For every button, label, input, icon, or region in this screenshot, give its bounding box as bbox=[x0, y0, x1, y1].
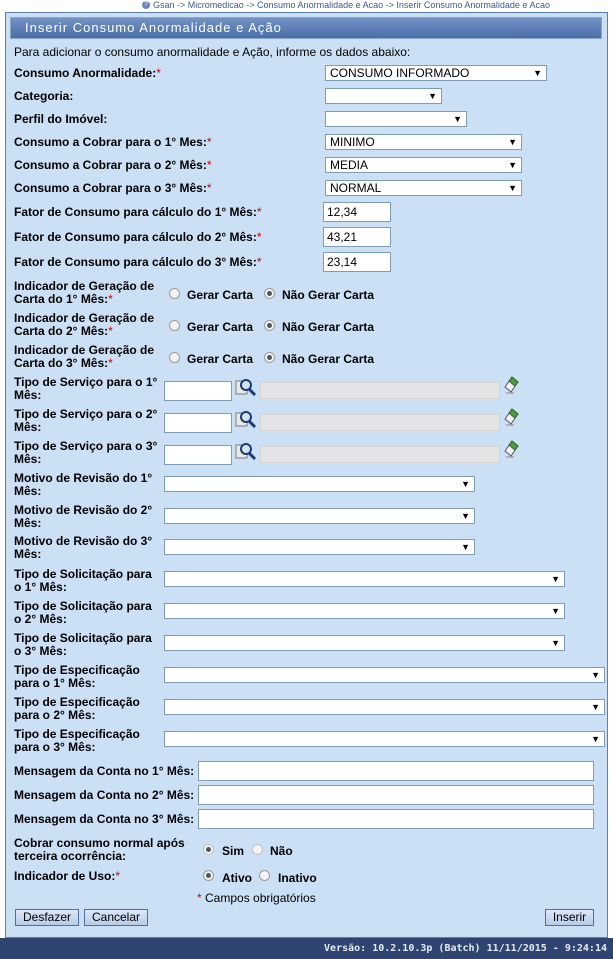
fator-2-label: Fator de Consumo para cálculo do 2° Mês:* bbox=[14, 230, 262, 244]
version-footer: Versão: 10.2.10.3p (Batch) 11/11/2015 - 9:24:14 bbox=[0, 938, 613, 959]
carta-1-gerar-label: Gerar Carta bbox=[187, 288, 254, 302]
dropdown-arrow-icon: ▼ bbox=[508, 183, 517, 193]
categoria-label: Categoria: bbox=[14, 89, 74, 103]
categoria-select[interactable] bbox=[325, 88, 442, 104]
servico-3-label: Tipo de Serviço para o 3° Mês: bbox=[14, 439, 158, 466]
required-mark: * bbox=[156, 66, 161, 80]
carta-3-gerar-label: Gerar Carta bbox=[187, 352, 254, 366]
cobrar-normal-label: Cobrar consumo normal após terceira ocorrência: bbox=[14, 836, 185, 863]
servico-3-description bbox=[260, 446, 500, 463]
eraser-icon[interactable] bbox=[503, 440, 519, 458]
indicador-uso-inativo-radio[interactable] bbox=[259, 870, 270, 881]
dropdown-arrow-icon: ▼ bbox=[453, 114, 462, 124]
consumo-cobrar-3-select[interactable]: NORMAL ▼ bbox=[325, 180, 522, 196]
eraser-icon[interactable] bbox=[503, 408, 519, 426]
revisao-1-select[interactable] bbox=[164, 476, 475, 492]
dropdown-arrow-icon: ▼ bbox=[461, 542, 470, 552]
carta-2-nao-gerar-radio[interactable] bbox=[264, 320, 275, 331]
cobrar-normal-nao-radio[interactable] bbox=[252, 844, 263, 855]
revisao-3-select[interactable] bbox=[164, 539, 475, 555]
solicitacao-1-select[interactable] bbox=[164, 571, 565, 587]
fator-3-label: Fator de Consumo para cálculo do 3° Mês:* bbox=[14, 255, 262, 269]
servico-3-code-input[interactable] bbox=[164, 445, 232, 465]
cobrar-normal-sim-label: Sim bbox=[222, 844, 245, 858]
title-bar bbox=[10, 17, 602, 39]
cobrar-normal-nao-label: Não bbox=[270, 844, 293, 858]
mensagem-2-input[interactable] bbox=[198, 785, 594, 805]
dropdown-arrow-icon: ▼ bbox=[533, 68, 542, 78]
fator-2-input[interactable]: 43,21 bbox=[323, 227, 391, 247]
carta-1-nao-gerar-radio[interactable] bbox=[264, 288, 275, 299]
desfazer-button[interactable]: Desfazer bbox=[15, 909, 79, 926]
required-legend: * Campos obrigatórios bbox=[197, 891, 316, 905]
consumo-cobrar-3-label: Consumo a Cobrar para o 3° Mês:* bbox=[14, 181, 212, 195]
form-panel bbox=[5, 12, 608, 938]
carta-3-nao-gerar-label: Não Gerar Carta bbox=[282, 352, 375, 366]
especificacao-3-select[interactable] bbox=[164, 731, 605, 747]
perfil-imovel-label: Perfil do Imóvel: bbox=[14, 112, 108, 126]
solicitacao-2-label: Tipo de Solicitação para o 2° Mês: bbox=[14, 599, 152, 626]
servico-1-code-input[interactable] bbox=[164, 381, 232, 401]
magnifier-icon[interactable] bbox=[235, 441, 257, 461]
servico-2-code-input[interactable] bbox=[164, 413, 232, 433]
mensagem-3-input[interactable] bbox=[198, 809, 594, 829]
dropdown-arrow-icon: ▼ bbox=[461, 479, 470, 489]
fator-1-label: Fator de Consumo para cálculo do 1° Mês:* bbox=[14, 205, 262, 219]
dropdown-arrow-icon: ▼ bbox=[591, 702, 600, 712]
help-icon[interactable]: ? bbox=[142, 1, 150, 9]
servico-1-label: Tipo de Serviço para o 1° Mês: bbox=[14, 375, 158, 402]
revisao-3-label: Motivo de Revisão do 3° Mês: bbox=[14, 534, 153, 561]
mensagem-2-label: Mensagem da Conta no 2° Mês: bbox=[14, 788, 195, 802]
breadcrumb-text: Gsan -> Micromedicao -> Consumo Anormalidade e Acao -> Inserir Consumo Anormalidade e Acao bbox=[153, 0, 550, 10]
carta-1-gerar-radio[interactable] bbox=[169, 288, 180, 299]
indicador-uso-label: Indicador de Uso:* bbox=[14, 869, 121, 883]
consumo-anormalidade-label: Consumo Anormalidade:* bbox=[14, 66, 161, 80]
especificacao-1-select[interactable] bbox=[164, 667, 605, 683]
carta-2-label: Indicador de Geração de Carta do 2° Mês:* bbox=[14, 311, 155, 338]
revisao-2-label: Motivo de Revisão do 2° Mês: bbox=[14, 503, 153, 530]
servico-2-description bbox=[260, 414, 500, 431]
dropdown-arrow-icon: ▼ bbox=[508, 137, 517, 147]
indicador-uso-inativo-label: Inativo bbox=[278, 871, 317, 885]
mensagem-3-label: Mensagem da Conta no 3° Mês: bbox=[14, 812, 195, 826]
carta-2-nao-gerar-label: Não Gerar Carta bbox=[282, 320, 375, 334]
dropdown-arrow-icon: ▼ bbox=[551, 638, 560, 648]
revisao-2-select[interactable] bbox=[164, 508, 475, 524]
perfil-imovel-select[interactable] bbox=[325, 111, 467, 127]
breadcrumb bbox=[0, 0, 613, 10]
indicador-uso-ativo-label: Ativo bbox=[222, 871, 252, 885]
dropdown-arrow-icon: ▼ bbox=[591, 670, 600, 680]
carta-2-gerar-radio[interactable] bbox=[169, 320, 180, 331]
consumo-cobrar-1-label: Consumo a Cobrar para o 1° Mes:* bbox=[14, 135, 212, 149]
consumo-cobrar-2-select[interactable]: MEDIA ▼ bbox=[325, 157, 522, 173]
carta-3-label: Indicador de Geração de Carta do 3° Mês:* bbox=[14, 343, 155, 370]
eraser-icon[interactable] bbox=[503, 376, 519, 394]
fator-1-input[interactable]: 12,34 bbox=[323, 202, 391, 222]
solicitacao-3-label: Tipo de Solicitação para o 3° Mês: bbox=[14, 631, 152, 658]
mensagem-1-input[interactable] bbox=[198, 761, 594, 781]
solicitacao-1-label: Tipo de Solicitação para o 1° Mês: bbox=[14, 567, 152, 594]
inserir-button[interactable]: Inserir bbox=[545, 909, 594, 926]
especificacao-3-label: Tipo de Especificação para o 3° Mês: bbox=[14, 727, 140, 754]
dropdown-arrow-icon: ▼ bbox=[508, 160, 517, 170]
dropdown-arrow-icon: ▼ bbox=[461, 511, 470, 521]
magnifier-icon[interactable] bbox=[235, 377, 257, 397]
dropdown-arrow-icon: ▼ bbox=[551, 606, 560, 616]
indicador-uso-ativo-radio[interactable] bbox=[203, 870, 214, 881]
consumo-anormalidade-select[interactable]: CONSUMO INFORMADO ▼ bbox=[325, 65, 547, 81]
solicitacao-2-select[interactable] bbox=[164, 603, 565, 619]
consumo-cobrar-2-label: Consumo a Cobrar para o 2° Mês:* bbox=[14, 158, 212, 172]
especificacao-2-select[interactable] bbox=[164, 699, 605, 715]
dropdown-arrow-icon: ▼ bbox=[428, 91, 437, 101]
cobrar-normal-sim-radio[interactable] bbox=[203, 844, 214, 855]
magnifier-icon[interactable] bbox=[235, 409, 257, 429]
especificacao-2-label: Tipo de Especificação para o 2° Mês: bbox=[14, 695, 140, 722]
solicitacao-3-select[interactable] bbox=[164, 635, 565, 651]
fator-3-input[interactable]: 23,14 bbox=[323, 252, 391, 272]
especificacao-1-label: Tipo de Especificação para o 1° Mês: bbox=[14, 663, 140, 690]
servico-1-description bbox=[260, 382, 500, 399]
dropdown-arrow-icon: ▼ bbox=[551, 574, 560, 584]
servico-2-label: Tipo de Serviço para o 2° Mês: bbox=[14, 407, 158, 434]
carta-3-gerar-radio[interactable] bbox=[169, 352, 180, 363]
dropdown-arrow-icon: ▼ bbox=[591, 734, 600, 744]
revisao-1-label: Motivo de Revisão do 1° Mês: bbox=[14, 471, 153, 498]
carta-2-gerar-label: Gerar Carta bbox=[187, 320, 254, 334]
mensagem-1-label: Mensagem da Conta no 1° Mês: bbox=[14, 764, 195, 778]
consumo-cobrar-1-select[interactable]: MINIMO ▼ bbox=[325, 134, 522, 150]
intro-text: Para adicionar o consumo anormalidade e Ação, informe os dados abaixo: bbox=[14, 45, 411, 59]
page-title: Inserir Consumo Anormalidade e Ação bbox=[25, 20, 282, 35]
carta-1-nao-gerar-label: Não Gerar Carta bbox=[282, 288, 375, 302]
carta-3-nao-gerar-radio[interactable] bbox=[264, 352, 275, 363]
cancelar-button[interactable]: Cancelar bbox=[84, 909, 148, 926]
carta-1-label: Indicador de Geração de Carta do 1° Mês:* bbox=[14, 279, 155, 306]
